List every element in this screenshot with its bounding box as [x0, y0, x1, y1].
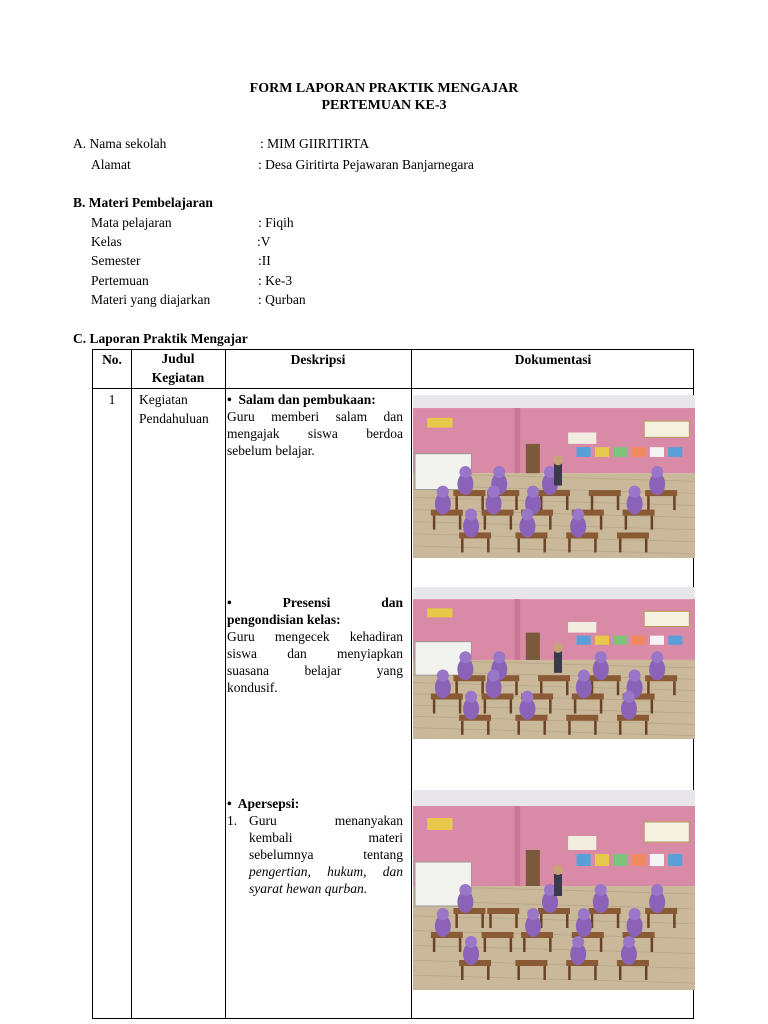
- student-head: [572, 936, 584, 948]
- desk-leg: [459, 938, 462, 952]
- desk-leg: [619, 721, 622, 735]
- window: [644, 822, 689, 842]
- nama-sekolah-label: A. Nama sekolah: [73, 136, 167, 151]
- desk-leg: [487, 538, 490, 552]
- window: [644, 421, 689, 437]
- semester-value: :II: [258, 253, 271, 268]
- header-judul-1: Judul: [161, 351, 195, 366]
- desk-leg: [461, 966, 464, 980]
- item-line: Guru mengecek kehadiran: [227, 629, 403, 644]
- semester-label: Semester: [91, 253, 141, 268]
- teacher-head: [553, 455, 563, 465]
- desk-leg: [543, 966, 546, 980]
- desk-leg: [455, 496, 458, 510]
- item-line: Guru menanyakan: [249, 813, 403, 828]
- desk-leg: [549, 516, 552, 530]
- student-head: [459, 651, 471, 663]
- desk: [589, 490, 621, 496]
- materi-label: Materi yang diajarkan: [91, 292, 211, 307]
- item-line: sebelum belajar.: [227, 443, 315, 458]
- classroom-photo: [413, 395, 695, 558]
- materi-value: : Qurban: [258, 292, 306, 307]
- student-head: [493, 651, 505, 663]
- desk-leg: [617, 914, 620, 928]
- student-head: [465, 508, 477, 520]
- desk-leg: [645, 721, 648, 735]
- desk-leg: [517, 966, 520, 980]
- desk-leg: [566, 681, 569, 695]
- desk-leg: [574, 699, 577, 713]
- header-dokumentasi: Dokumentasi: [514, 352, 592, 367]
- wall-column: [515, 599, 521, 660]
- desk-leg: [673, 496, 676, 510]
- wall-column: [515, 806, 521, 886]
- desk-leg: [549, 699, 552, 713]
- student-head: [437, 908, 449, 920]
- poster: [427, 608, 452, 617]
- desk-leg: [619, 966, 622, 980]
- desk: [515, 960, 547, 966]
- poster: [668, 854, 682, 866]
- ceiling: [413, 790, 695, 806]
- poster: [577, 854, 591, 866]
- window: [568, 432, 596, 443]
- page-subtitle: PERTEMUAN KE-3: [321, 98, 447, 113]
- nama-sekolah-value: : MIM GIIRITIRTA: [260, 136, 370, 151]
- bullet-icon: •: [227, 796, 232, 811]
- poster: [613, 636, 627, 645]
- header-deskripsi: Deskripsi: [290, 352, 346, 367]
- desk-leg: [487, 721, 490, 735]
- poster: [577, 636, 591, 645]
- desk-leg: [647, 914, 650, 928]
- student-head: [465, 936, 477, 948]
- desk-leg: [647, 681, 650, 695]
- desk-leg: [568, 721, 571, 735]
- window: [644, 611, 689, 626]
- desk-leg: [594, 721, 597, 735]
- desk-leg: [651, 938, 654, 952]
- desk: [538, 675, 570, 681]
- desk-leg: [489, 914, 492, 928]
- kelas-value: :V: [257, 234, 271, 249]
- item-line: Guru memberi salam dan: [227, 409, 403, 424]
- student-head: [488, 669, 500, 681]
- desk-leg: [515, 914, 518, 928]
- desk-leg: [673, 681, 676, 695]
- poster: [595, 447, 609, 457]
- alamat-value: : Desa Giritirta Pejawaran Banjarnegara: [258, 157, 474, 172]
- student-head: [437, 669, 449, 681]
- desk-leg: [543, 538, 546, 552]
- student-head: [623, 936, 635, 948]
- header-judul-2: Kegiatan: [151, 370, 205, 385]
- poster: [613, 854, 627, 866]
- student-head: [629, 486, 641, 498]
- student-head: [459, 466, 471, 478]
- desk-leg: [600, 938, 603, 952]
- student-head: [651, 884, 663, 896]
- item-line: kondusif.: [227, 680, 278, 695]
- poster: [427, 818, 452, 830]
- desk-leg: [461, 721, 464, 735]
- student-head: [595, 884, 607, 896]
- desk-leg: [625, 516, 628, 530]
- desk-leg: [591, 496, 594, 510]
- item-heading: Salam dan pembukaan:: [238, 392, 376, 407]
- item-line: syarat hewan qurban.: [249, 881, 368, 896]
- report-table: [92, 349, 694, 1019]
- alamat-label: Alamat: [91, 157, 131, 172]
- desk-leg: [594, 966, 597, 980]
- desk-leg: [510, 699, 512, 713]
- desk-leg: [433, 699, 436, 713]
- desk-leg: [617, 681, 620, 695]
- desk-leg: [459, 516, 462, 530]
- item-line: sebelumnya tentang: [249, 847, 403, 862]
- desk-leg: [481, 681, 484, 695]
- poster: [632, 447, 646, 457]
- desk-leg: [455, 681, 458, 695]
- item-salam: [227, 391, 403, 459]
- ceiling: [413, 587, 695, 599]
- poster: [668, 636, 682, 645]
- teacher: [554, 463, 562, 485]
- table-header-divider: [93, 388, 693, 389]
- desk-leg: [510, 938, 512, 952]
- item-heading-cont: pengondisian kelas:: [227, 612, 341, 627]
- poster: [577, 447, 591, 457]
- item-line: siswa dan menyiapkan: [227, 646, 403, 661]
- item-line: kembali materi: [249, 830, 403, 845]
- desk-leg: [481, 914, 484, 928]
- desk-leg: [540, 681, 543, 695]
- desk-leg: [619, 538, 622, 552]
- desk-leg: [459, 699, 462, 713]
- item-apersepsi: [227, 795, 403, 897]
- student-head: [629, 669, 641, 681]
- desk-leg: [515, 496, 518, 510]
- classroom-photo: [413, 790, 695, 990]
- poster: [613, 447, 627, 457]
- ceiling: [413, 395, 695, 408]
- judul-kegiatan-2: Pendahuluan: [139, 411, 209, 426]
- desk-leg: [523, 938, 526, 952]
- pertemuan-value: : Ke-3: [258, 273, 293, 288]
- header-no: No.: [102, 352, 122, 367]
- desk-leg: [600, 699, 603, 713]
- item-heading: Apersepsi:: [237, 796, 300, 811]
- student-head: [459, 884, 471, 896]
- desk: [617, 532, 649, 538]
- desk-leg: [647, 496, 650, 510]
- student-head: [521, 691, 533, 703]
- desk-leg: [510, 516, 512, 530]
- desk-leg: [455, 914, 458, 928]
- cabinet: [526, 444, 540, 473]
- item-line: mengajak siswa berdoa: [227, 426, 403, 441]
- student-head: [521, 508, 533, 520]
- student-head: [527, 908, 539, 920]
- poster: [595, 636, 609, 645]
- student-head: [527, 486, 539, 498]
- pertemuan-label: Pertemuan: [91, 273, 149, 288]
- desk-leg: [515, 681, 518, 695]
- poster: [632, 854, 646, 866]
- teacher-head: [553, 865, 563, 875]
- student-head: [629, 908, 641, 920]
- desk-leg: [566, 914, 569, 928]
- student-head: [465, 691, 477, 703]
- desk-leg: [651, 699, 654, 713]
- desk-leg: [481, 496, 484, 510]
- poster: [650, 636, 664, 645]
- bullet-icon: •: [227, 392, 232, 407]
- student-head: [651, 651, 663, 663]
- mata-pelajaran-label: Mata pelajaran: [91, 215, 172, 230]
- student-head: [578, 908, 590, 920]
- poster: [650, 447, 664, 457]
- desk-leg: [433, 938, 436, 952]
- page-title: FORM LAPORAN PRAKTIK MENGAJAR: [249, 81, 519, 96]
- student-head: [493, 466, 505, 478]
- desk: [566, 715, 598, 721]
- desk-leg: [617, 496, 620, 510]
- item-line: pengertian, hukum, dan: [249, 864, 403, 879]
- desk-leg: [600, 516, 603, 530]
- poster: [595, 854, 609, 866]
- teacher: [554, 874, 562, 896]
- row-number: 1: [108, 392, 116, 407]
- desk-leg: [484, 699, 487, 713]
- desk-leg: [645, 538, 648, 552]
- desk-leg: [484, 516, 487, 530]
- desk-leg: [487, 966, 490, 980]
- classroom-photo: [413, 587, 695, 739]
- desk-leg: [549, 938, 552, 952]
- student-head: [623, 691, 635, 703]
- desk-leg: [568, 966, 571, 980]
- teacher-head: [553, 643, 563, 653]
- mata-pelajaran-value: : Fiqih: [258, 215, 294, 230]
- desk-leg: [673, 914, 676, 928]
- desk-leg: [651, 516, 654, 530]
- poster: [427, 418, 452, 428]
- desk-leg: [484, 938, 487, 952]
- section-c-heading: C. Laporan Praktik Mengajar: [73, 331, 248, 346]
- desk-leg: [645, 966, 648, 980]
- cabinet: [526, 633, 540, 660]
- desk-leg: [517, 721, 520, 735]
- item-presensi: [227, 594, 403, 696]
- poster: [650, 854, 664, 866]
- desk-leg: [543, 721, 546, 735]
- teacher: [554, 651, 562, 673]
- table-divider: [225, 350, 226, 1018]
- poster: [632, 636, 646, 645]
- desk: [487, 908, 519, 914]
- desk-leg: [433, 516, 436, 530]
- item-heading: Presensi dan: [282, 595, 403, 610]
- student-head: [595, 651, 607, 663]
- window: [568, 836, 596, 850]
- student-head: [651, 466, 663, 478]
- table-divider: [411, 350, 412, 1018]
- table-divider: [131, 350, 132, 1018]
- student-head: [488, 486, 500, 498]
- desk-leg: [566, 496, 569, 510]
- wall-column: [515, 408, 521, 473]
- desk-leg: [517, 538, 520, 552]
- desk: [482, 932, 514, 938]
- bullet-icon: •: [227, 595, 232, 610]
- poster: [668, 447, 682, 457]
- item-line: suasana belajar yang: [227, 663, 403, 678]
- desk-leg: [594, 538, 597, 552]
- judul-kegiatan-1: Kegiatan: [139, 392, 188, 407]
- desk-leg: [461, 538, 464, 552]
- window: [568, 622, 596, 633]
- section-b-heading: B. Materi Pembelajaran: [73, 195, 213, 210]
- list-number: 1.: [227, 813, 238, 828]
- student-head: [437, 486, 449, 498]
- cabinet: [526, 850, 540, 886]
- kelas-label: Kelas: [91, 234, 122, 249]
- student-head: [572, 508, 584, 520]
- desk-leg: [568, 538, 571, 552]
- student-head: [578, 669, 590, 681]
